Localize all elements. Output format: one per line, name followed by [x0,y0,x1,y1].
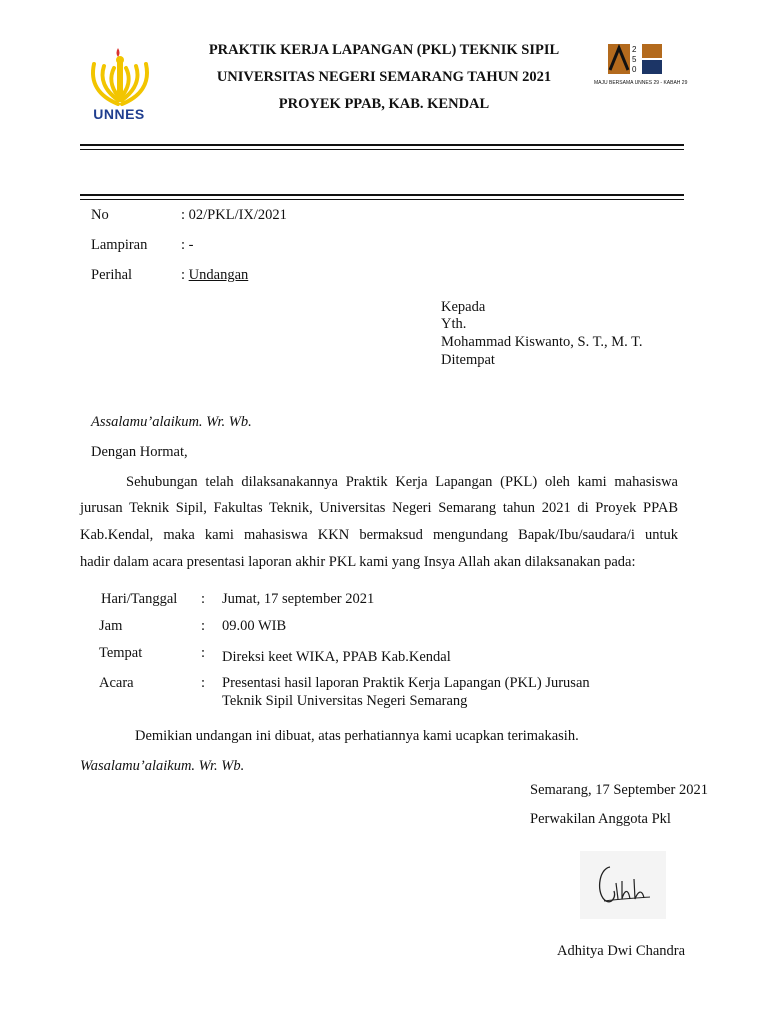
no-label: No [91,207,109,223]
detail-value-tempat: Direksi keet WIKA, PPAB Kab.Kendal [222,649,451,665]
unnes-logo-text: UNNES [93,106,145,122]
svg-text:2: 2 [632,45,637,54]
header-title-line3: PROYEK PPAB, KAB. KENDAL [278,96,490,112]
pkl-logo [594,40,686,94]
recipient-line4: Ditempat [441,352,495,368]
meta-divider-thin [80,199,684,200]
opening-salam: Assalamu’alaikum. Wr. Wb. [91,414,252,430]
pkl-emblem-icon [594,40,686,80]
paragraph-line2: jurusan Teknik Sipil, Fakultas Teknik, Universitas Negeri Semarang tahun 2021 di Proyek PPAB [80,500,678,516]
perihal-colon: : [181,267,189,283]
lampiran-label: Lampiran [91,237,148,253]
detail-value-acara: Presentasi hasil laporan Praktik Kerja Lapangan (PKL) Jurusan [222,675,590,691]
closing-demikian: Demikian undangan ini dibuat, atas perhatiannya kami ucapkan terimakasih. [135,728,579,744]
paragraph-line1: Sehubungan telah dilaksanakannya Praktik Kerja Lapangan (PKL) oleh kami mahasiswa [126,474,678,490]
detail-label-tempat: Tempat [99,645,143,661]
paragraph-line4: hadir dalam acara presentasi laporan akhir PKL kami yang Insya Allah akan dilaksanakan pada: [80,554,636,570]
detail-value-acara-line2: Teknik Sipil Universitas Negeri Semarang [222,693,468,709]
detail-colon-acara: : [201,675,206,691]
detail-label-jam: Jam [99,618,123,634]
signatory-name: Adhitya Dwi Chandra [557,943,686,959]
header-divider-thin [80,149,684,150]
header-divider-top [80,144,684,146]
greeting: Dengan Hormat, [91,444,188,460]
detail-colon-jam: : [201,618,206,634]
no-value: : 02/PKL/IX/2021 [181,207,287,223]
meta-divider-thick [80,194,684,196]
paragraph-line3: Kab.Kendal, maka kami mahasiswa KKN bermaksud mengundang Bapak/Ibu/saudara/i untuk [80,527,678,543]
closing-role: Perwakilan Anggota Pkl [530,811,671,827]
detail-value-hari: Jumat, 17 september 2021 [222,591,375,607]
recipient-line3: Mohammad Kiswanto, S. T., M. T. [441,334,643,350]
perihal-label: Perihal [91,267,133,283]
lampiran-value: : - [181,237,194,253]
header-title-line1: PRAKTIK KERJA LAPANGAN (PKL) TEKNIK SIPIL [208,42,560,58]
signature [580,851,666,919]
closing-wasalam: Wasalamu’alaikum. Wr. Wb. [80,758,245,774]
svg-text:0: 0 [632,65,637,74]
detail-colon-hari: : [201,591,206,607]
recipient-line2: Yth. [441,316,467,332]
closing-place-date: Semarang, 17 September 2021 [530,782,708,798]
detail-value-jam: 09.00 WIB [222,618,287,634]
detail-label-acara: Acara [99,675,134,691]
detail-colon-tempat: : [201,645,206,661]
perihal-row [181,267,248,284]
svg-text:5: 5 [632,55,637,64]
recipient-line1: Kepada [441,299,486,315]
pkl-logo-caption: MAJU BERSAMA UNNES 29 - KABAH 29 [594,80,688,86]
header-title-line2: UNIVERSITAS NEGERI SEMARANG TAHUN 2021 [216,69,552,85]
perihal-value: Undangan [188,267,249,283]
detail-label-hari: Hari/Tanggal [101,591,178,607]
signature-icon [580,851,666,919]
